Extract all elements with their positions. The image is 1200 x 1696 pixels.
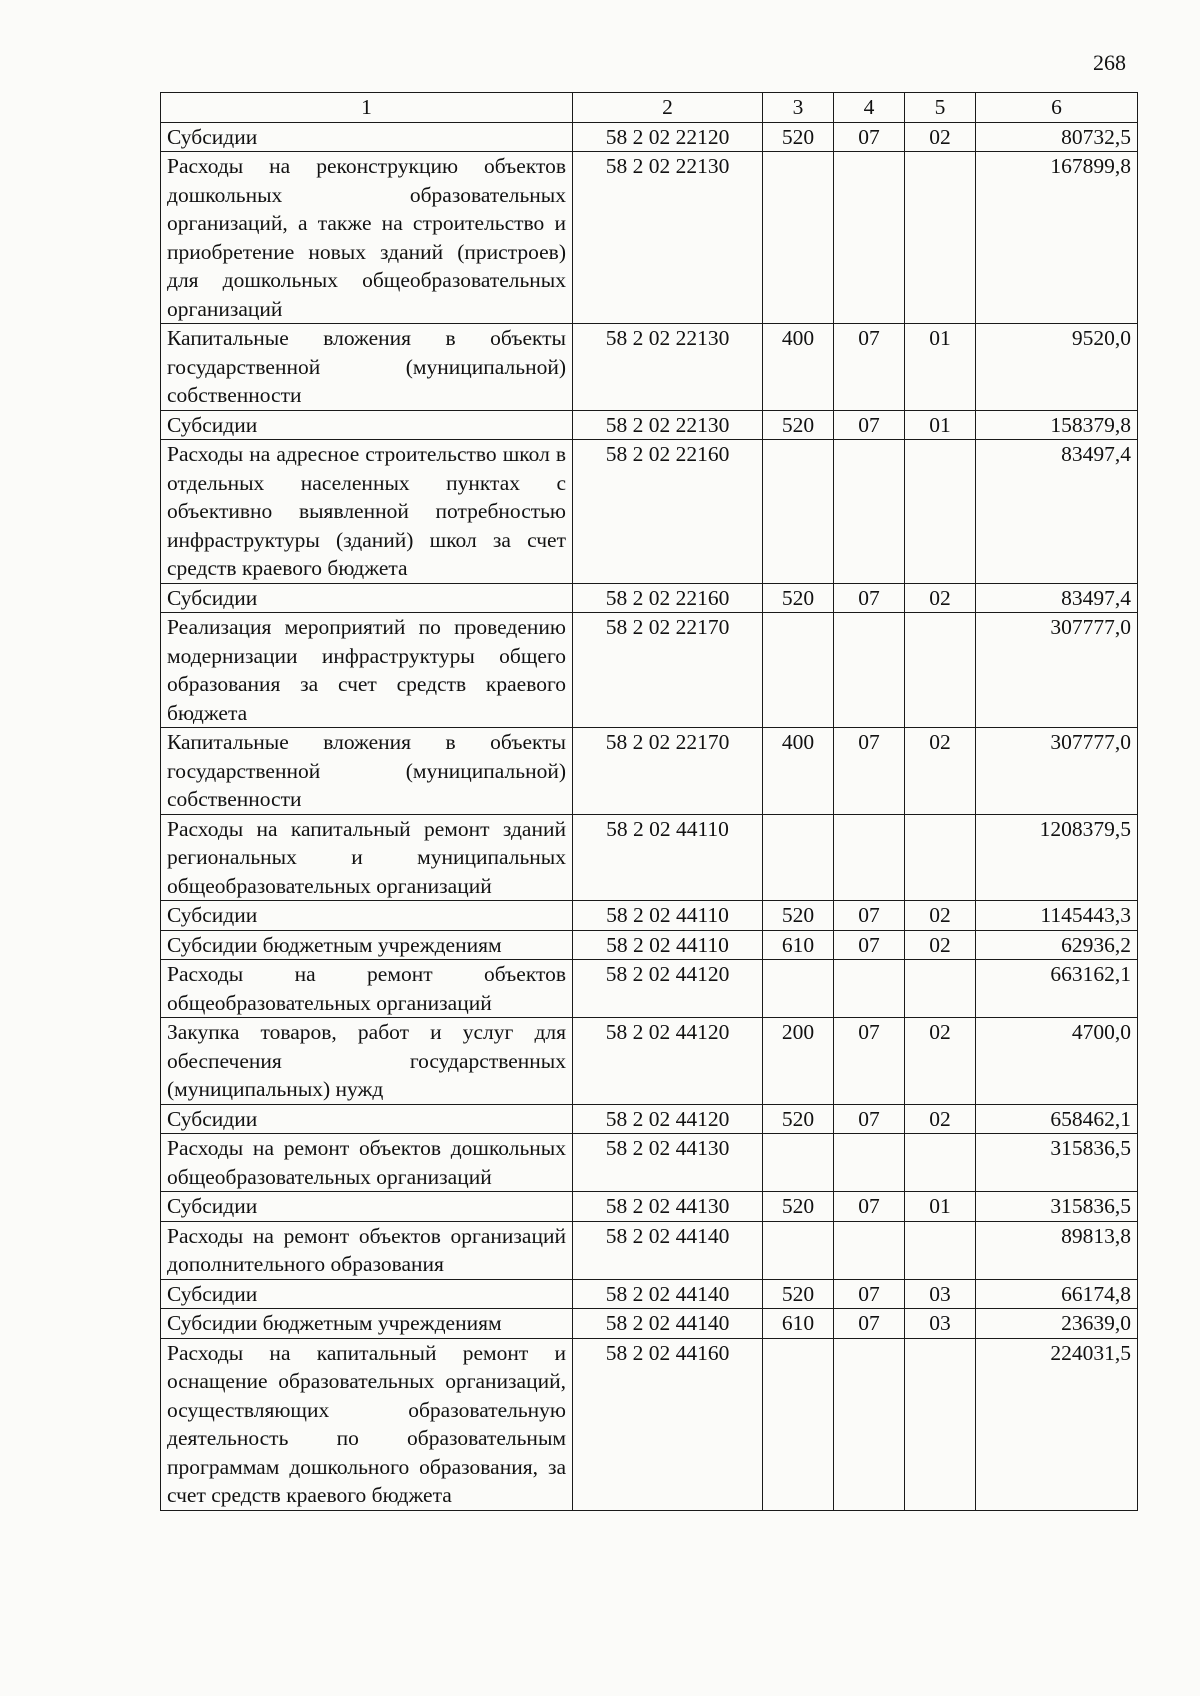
subsection-cell — [905, 1134, 976, 1192]
name-cell: Субсидии — [161, 1192, 573, 1222]
amount-cell: 83497,4 — [976, 440, 1138, 584]
name-cell: Субсидии — [161, 1279, 573, 1309]
subsection-cell: 02 — [905, 930, 976, 960]
subsection-cell — [905, 960, 976, 1018]
expense-type-cell — [763, 1338, 834, 1510]
amount-cell: 66174,8 — [976, 1279, 1138, 1309]
code-cell: 58 2 02 44140 — [573, 1221, 763, 1279]
subsection-cell: 01 — [905, 1192, 976, 1222]
table-row — [161, 960, 1138, 1018]
name-cell: Расходы на капитальный ремонт зданий региональных и муниципальных общеобразовательных организаций — [161, 814, 573, 901]
table-row — [161, 1338, 1138, 1510]
expense-type-cell: 520 — [763, 1192, 834, 1222]
expense-type-cell: 520 — [763, 901, 834, 931]
table-row — [161, 1221, 1138, 1279]
amount-cell: 224031,5 — [976, 1338, 1138, 1510]
expense-type-cell: 200 — [763, 1018, 834, 1105]
amount-cell: 89813,8 — [976, 1221, 1138, 1279]
subsection-cell: 02 — [905, 583, 976, 613]
code-cell: 58 2 02 44110 — [573, 901, 763, 931]
code-cell: 58 2 02 22170 — [573, 613, 763, 728]
amount-cell: 315836,5 — [976, 1192, 1138, 1222]
subsection-cell — [905, 613, 976, 728]
section-cell — [834, 1338, 905, 1510]
expense-type-cell — [763, 613, 834, 728]
table-row — [161, 613, 1138, 728]
code-cell: 58 2 02 44110 — [573, 930, 763, 960]
expense-type-cell: 610 — [763, 1309, 834, 1339]
amount-cell: 83497,4 — [976, 583, 1138, 613]
amount-cell: 1208379,5 — [976, 814, 1138, 901]
amount-cell: 307777,0 — [976, 613, 1138, 728]
name-cell: Субсидии — [161, 1104, 573, 1134]
name-cell: Капитальные вложения в объекты государственной (муниципальной) собственности — [161, 324, 573, 411]
section-cell: 07 — [834, 324, 905, 411]
table-row — [161, 1104, 1138, 1134]
subsection-cell — [905, 1338, 976, 1510]
expense-type-cell: 520 — [763, 1104, 834, 1134]
expense-type-cell: 520 — [763, 1279, 834, 1309]
code-cell: 58 2 02 44110 — [573, 814, 763, 901]
amount-cell: 4700,0 — [976, 1018, 1138, 1105]
subsection-cell: 01 — [905, 410, 976, 440]
name-cell: Расходы на реконструкцию объектов дошкольных образовательных организаций, а также на строительство и приобретение новых зданий (пристроев) для дошкольных общеобразовательных организаций — [161, 152, 573, 324]
name-cell: Субсидии бюджетным учреждениям — [161, 1309, 573, 1339]
section-cell: 07 — [834, 1018, 905, 1105]
table-row — [161, 1192, 1138, 1222]
table-row — [161, 901, 1138, 931]
expense-type-cell: 520 — [763, 410, 834, 440]
subsection-cell: 01 — [905, 324, 976, 411]
name-cell: Субсидии — [161, 583, 573, 613]
section-cell: 07 — [834, 1104, 905, 1134]
header-cell: 4 — [834, 93, 905, 123]
subsection-cell: 02 — [905, 728, 976, 815]
amount-cell: 1145443,3 — [976, 901, 1138, 931]
section-cell — [834, 440, 905, 584]
name-cell: Реализация мероприятий по проведению модернизации инфраструктуры общего образования за счет средств краевого бюджета — [161, 613, 573, 728]
expense-type-cell — [763, 440, 834, 584]
subsection-cell — [905, 1221, 976, 1279]
header-cell: 5 — [905, 93, 976, 123]
expense-type-cell: 400 — [763, 728, 834, 815]
table-row — [161, 440, 1138, 584]
section-cell — [834, 613, 905, 728]
table-body — [161, 122, 1138, 1510]
section-cell: 07 — [834, 583, 905, 613]
amount-cell: 167899,8 — [976, 152, 1138, 324]
header-cell: 2 — [573, 93, 763, 123]
expense-type-cell: 520 — [763, 122, 834, 152]
expense-type-cell — [763, 960, 834, 1018]
table-row — [161, 583, 1138, 613]
subsection-cell: 02 — [905, 122, 976, 152]
code-cell: 58 2 02 44160 — [573, 1338, 763, 1510]
amount-cell: 315836,5 — [976, 1134, 1138, 1192]
header-cell: 3 — [763, 93, 834, 123]
subsection-cell: 02 — [905, 1018, 976, 1105]
amount-cell: 62936,2 — [976, 930, 1138, 960]
amount-cell: 307777,0 — [976, 728, 1138, 815]
section-cell: 07 — [834, 122, 905, 152]
expense-type-cell: 520 — [763, 583, 834, 613]
name-cell: Закупка товаров, работ и услуг для обеспечения государственных (муниципальных) нужд — [161, 1018, 573, 1105]
name-cell: Расходы на адресное строительство школ в отдельных населенных пунктах с объективно выявленной потребностью инфраструктуры (зданий) школ за счет средств краевого бюджета — [161, 440, 573, 584]
code-cell: 58 2 02 22120 — [573, 122, 763, 152]
table-row — [161, 1134, 1138, 1192]
code-cell: 58 2 02 22130 — [573, 410, 763, 440]
subsection-cell — [905, 440, 976, 584]
subsection-cell — [905, 814, 976, 901]
header-cell: 1 — [161, 93, 573, 123]
name-cell: Субсидии — [161, 122, 573, 152]
table-row — [161, 152, 1138, 324]
name-cell: Субсидии — [161, 901, 573, 931]
expense-type-cell — [763, 1134, 834, 1192]
amount-cell: 658462,1 — [976, 1104, 1138, 1134]
table-row — [161, 930, 1138, 960]
name-cell: Капитальные вложения в объекты государственной (муниципальной) собственности — [161, 728, 573, 815]
expense-type-cell — [763, 1221, 834, 1279]
code-cell: 58 2 02 44120 — [573, 1018, 763, 1105]
page-number: 268 — [1093, 50, 1126, 75]
code-cell: 58 2 02 44130 — [573, 1192, 763, 1222]
name-cell: Субсидии — [161, 410, 573, 440]
amount-cell: 80732,5 — [976, 122, 1138, 152]
table-row — [161, 122, 1138, 152]
code-cell: 58 2 02 22130 — [573, 152, 763, 324]
code-cell: 58 2 02 44130 — [573, 1134, 763, 1192]
section-cell: 07 — [834, 1192, 905, 1222]
section-cell — [834, 1221, 905, 1279]
name-cell: Расходы на ремонт объектов общеобразовательных организаций — [161, 960, 573, 1018]
section-cell: 07 — [834, 901, 905, 931]
code-cell: 58 2 02 44120 — [573, 1104, 763, 1134]
name-cell: Расходы на ремонт объектов дошкольных общеобразовательных организаций — [161, 1134, 573, 1192]
header-row — [161, 93, 1138, 123]
section-cell: 07 — [834, 728, 905, 815]
budget-table — [160, 92, 1138, 1511]
code-cell: 58 2 02 44140 — [573, 1279, 763, 1309]
section-cell: 07 — [834, 1279, 905, 1309]
name-cell: Субсидии бюджетным учреждениям — [161, 930, 573, 960]
subsection-cell — [905, 152, 976, 324]
section-cell: 07 — [834, 930, 905, 960]
code-cell: 58 2 02 44120 — [573, 960, 763, 1018]
table-row — [161, 1279, 1138, 1309]
amount-cell: 23639,0 — [976, 1309, 1138, 1339]
section-cell — [834, 960, 905, 1018]
code-cell: 58 2 02 22170 — [573, 728, 763, 815]
expense-type-cell — [763, 814, 834, 901]
header-cell: 6 — [976, 93, 1138, 123]
expense-type-cell: 400 — [763, 324, 834, 411]
expense-type-cell: 610 — [763, 930, 834, 960]
code-cell: 58 2 02 44140 — [573, 1309, 763, 1339]
code-cell: 58 2 02 22130 — [573, 324, 763, 411]
subsection-cell: 03 — [905, 1279, 976, 1309]
table-row — [161, 410, 1138, 440]
code-cell: 58 2 02 22160 — [573, 583, 763, 613]
section-cell: 07 — [834, 1309, 905, 1339]
amount-cell: 158379,8 — [976, 410, 1138, 440]
expense-type-cell — [763, 152, 834, 324]
amount-cell: 663162,1 — [976, 960, 1138, 1018]
subsection-cell: 03 — [905, 1309, 976, 1339]
table-row — [161, 1309, 1138, 1339]
name-cell: Расходы на ремонт объектов организаций дополнительного образования — [161, 1221, 573, 1279]
section-cell: 07 — [834, 410, 905, 440]
table-row — [161, 324, 1138, 411]
table-row — [161, 814, 1138, 901]
code-cell: 58 2 02 22160 — [573, 440, 763, 584]
section-cell — [834, 1134, 905, 1192]
table-row — [161, 728, 1138, 815]
section-cell — [834, 152, 905, 324]
section-cell — [834, 814, 905, 901]
name-cell: Расходы на капитальный ремонт и оснащение образовательных организаций, осуществляющих образовательную деятельность по образовательным программам дошкольного образования, за счет средств краевого бюджета — [161, 1338, 573, 1510]
subsection-cell: 02 — [905, 1104, 976, 1134]
table-row — [161, 1018, 1138, 1105]
amount-cell: 9520,0 — [976, 324, 1138, 411]
subsection-cell: 02 — [905, 901, 976, 931]
